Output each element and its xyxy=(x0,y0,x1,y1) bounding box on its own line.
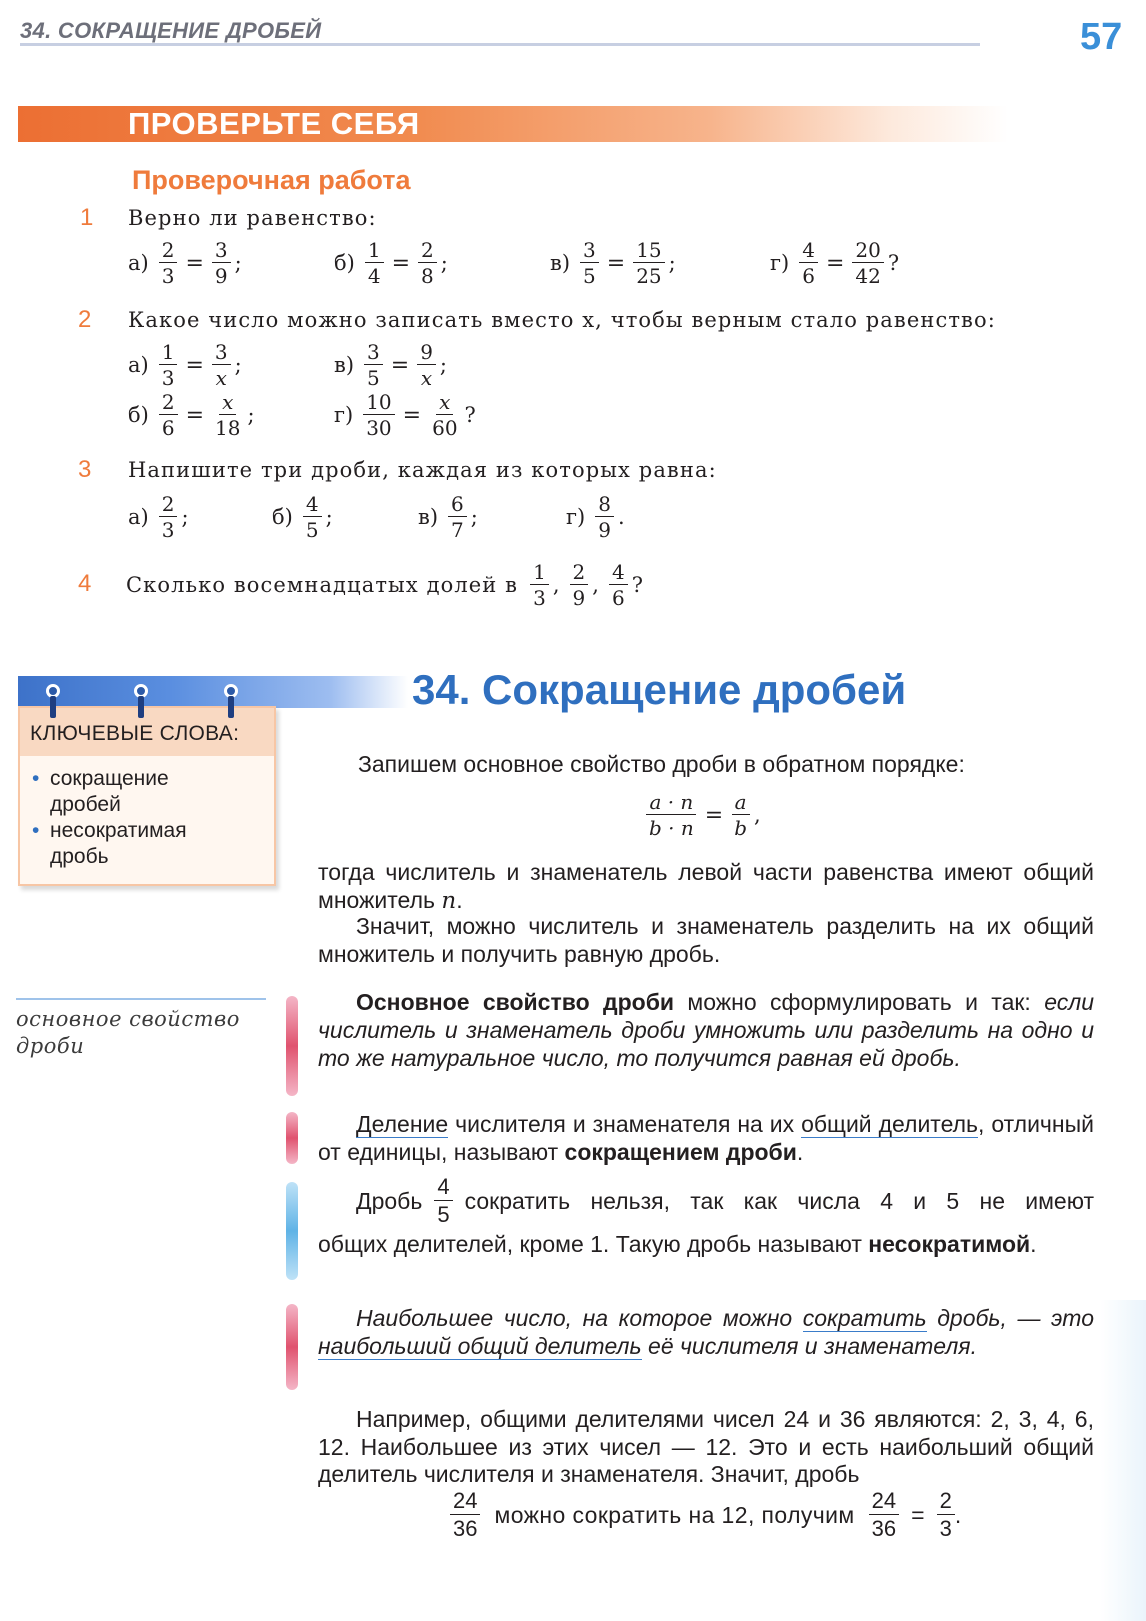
variable-n: n xyxy=(441,888,457,914)
q2-item-a xyxy=(128,342,242,388)
test-subtitle: Проверочная работа xyxy=(132,165,411,195)
denominator: b xyxy=(734,816,748,840)
numerator: x xyxy=(436,392,453,415)
banner-title: ПРОВЕРЬТЕ СЕБЯ xyxy=(128,106,420,141)
fraction xyxy=(530,562,549,608)
check-yourself-banner xyxy=(18,106,1008,142)
irreducible-text: сократить нельзя, так как числа 4 и 5 не имеют xyxy=(464,1188,1094,1214)
fraction xyxy=(159,494,178,540)
item-label: г) xyxy=(334,403,354,427)
q1-item-b xyxy=(334,240,448,286)
denominator: 60 xyxy=(432,416,458,440)
denominator: x xyxy=(420,366,433,390)
punctuation: ; xyxy=(234,353,242,377)
term-reduction: сокращением дроби xyxy=(564,1139,797,1165)
denominator: 36 xyxy=(453,1516,478,1541)
gcd-text: Наибольшее число, на которое можно xyxy=(356,1305,803,1331)
question-number-3: 3 xyxy=(78,456,92,483)
example-marker xyxy=(286,1182,298,1280)
keywords-heading: КЛЮЧЕВЫЕ СЛОВА: xyxy=(20,708,274,756)
definition-text: числителя и знаменателя на их xyxy=(448,1111,802,1137)
q2-item-b xyxy=(128,392,255,438)
equals-sign: = xyxy=(911,1502,925,1528)
denominator: 8 xyxy=(421,264,434,288)
rule-italic: если числитель и знаменатель дроби умножить или разделить на одно и то же натуральное число, то получится равная ей дробь. xyxy=(318,989,1094,1071)
numerator: 2 xyxy=(937,1490,955,1515)
question-number-4: 4 xyxy=(78,570,92,597)
q1-item-a xyxy=(128,240,242,286)
numerator: 20 xyxy=(852,240,883,263)
numerator: 4 xyxy=(799,240,818,263)
item-label: а) xyxy=(128,353,149,377)
question-number-2: 2 xyxy=(78,306,92,333)
term-division: Деление xyxy=(356,1111,449,1137)
irreducible-text: Дробь xyxy=(356,1188,423,1214)
denominator: 9 xyxy=(214,264,228,288)
gcd-text: дробь, — это xyxy=(926,1305,1094,1331)
running-title: 34. СОКРАЩЕНИЕ ДРОБЕЙ xyxy=(20,18,322,43)
item-label: в) xyxy=(550,251,571,275)
fraction xyxy=(363,392,394,438)
equals-sign: = xyxy=(606,250,626,276)
keywords-list xyxy=(20,756,274,870)
question-number-1: 1 xyxy=(80,204,94,231)
q3-item-a xyxy=(128,494,189,540)
numerator: a · n xyxy=(646,792,696,815)
denominator: 6 xyxy=(161,416,175,440)
equals-sign: = xyxy=(704,802,724,828)
numerator: 3 xyxy=(212,240,231,263)
punctuation: ? xyxy=(887,251,900,275)
section-header-band xyxy=(18,676,408,708)
numerator: 6 xyxy=(448,494,467,517)
question-4 xyxy=(126,562,643,608)
paragraph-common-factor xyxy=(318,858,1094,915)
numerator: 24 xyxy=(450,1490,480,1515)
q3-item-d xyxy=(566,494,625,540)
fraction xyxy=(799,240,818,286)
keyword-item: • сокращение дробей xyxy=(32,766,202,818)
binder-ring-icon xyxy=(134,684,148,718)
equals-sign: = xyxy=(185,402,205,428)
denominator: 3 xyxy=(161,264,175,288)
binder-ring-icon xyxy=(224,684,238,718)
numerator: x xyxy=(219,392,236,415)
item-label: в) xyxy=(334,353,355,377)
gcd-text: её числителя и знаменателя. xyxy=(641,1333,977,1359)
fraction xyxy=(731,792,750,838)
denominator: 30 xyxy=(366,416,392,440)
item-label: г) xyxy=(566,505,586,529)
denominator: 3 xyxy=(939,1516,952,1541)
punctuation: . xyxy=(796,1139,804,1165)
denominator: 9 xyxy=(572,586,586,610)
denominator: 18 xyxy=(215,416,241,440)
punctuation: ; xyxy=(181,505,189,529)
fraction xyxy=(212,240,231,286)
denominator: x xyxy=(215,366,227,390)
punctuation: . xyxy=(456,887,463,913)
punctuation: . xyxy=(1030,1231,1037,1257)
denominator: 3 xyxy=(161,518,175,542)
fraction xyxy=(159,342,178,388)
numerator: 2 xyxy=(418,240,437,263)
denominator: 3 xyxy=(533,586,546,610)
page-edge-shade xyxy=(1100,1300,1146,1621)
q2-item-c xyxy=(334,342,447,388)
denominator: 5 xyxy=(583,264,596,288)
irreducible-text: общих делителей, кроме 1. Такую дробь называют xyxy=(318,1231,869,1257)
fraction xyxy=(159,240,178,286)
irreducible-line-2 xyxy=(318,1230,1094,1258)
numerator: 24 xyxy=(869,1490,899,1515)
fraction xyxy=(450,1490,480,1540)
item-label: а) xyxy=(128,251,149,275)
numerator: 9 xyxy=(417,342,436,365)
numerator: 1 xyxy=(365,240,384,263)
fraction xyxy=(303,494,322,540)
numerator: a xyxy=(732,792,750,815)
punctuation: ; xyxy=(668,251,676,275)
equals-sign: = xyxy=(185,352,204,378)
numerator: 4 xyxy=(434,1176,452,1201)
numerator: 10 xyxy=(363,392,394,415)
numerator: 3 xyxy=(212,342,231,365)
numerator: 1 xyxy=(530,562,549,585)
punctuation: . xyxy=(954,1502,962,1528)
denominator: 5 xyxy=(367,366,380,390)
equals-sign: = xyxy=(185,250,204,276)
gcd-block xyxy=(318,1304,1094,1360)
q1-item-c xyxy=(550,240,676,286)
q1-item-d xyxy=(770,240,899,286)
numerator: 4 xyxy=(609,562,628,585)
q3-item-c xyxy=(418,494,478,540)
fraction xyxy=(448,494,467,540)
q2-item-d xyxy=(334,392,476,438)
denominator: 5 xyxy=(437,1202,450,1227)
gcd-marker xyxy=(286,1304,298,1390)
q3-item-b xyxy=(272,494,333,540)
fraction xyxy=(364,342,383,388)
numerator: 3 xyxy=(580,240,599,263)
rule-marker xyxy=(286,996,298,1096)
irreducible-line-1 xyxy=(356,1176,1094,1226)
item-label: б) xyxy=(272,505,293,529)
punctuation: ; xyxy=(247,403,255,427)
rule-block xyxy=(318,988,1094,1072)
punctuation: ; xyxy=(234,251,242,275)
denominator: 4 xyxy=(367,264,381,288)
denominator: 42 xyxy=(855,264,881,288)
item-label: б) xyxy=(128,403,149,427)
numerator: 2 xyxy=(159,494,178,517)
keywords-box xyxy=(18,706,276,886)
numerator: 2 xyxy=(159,392,178,415)
fraction xyxy=(646,792,697,838)
term-gcd: наибольший общий делитель xyxy=(318,1333,642,1359)
punctuation: ; xyxy=(470,505,478,529)
example-text: можно сократить на 12, получим xyxy=(494,1502,855,1528)
fraction xyxy=(633,240,664,286)
equals-sign: = xyxy=(825,250,845,276)
numerator: 3 xyxy=(364,342,383,365)
punctuation: , xyxy=(592,573,599,597)
term-irreducible: несократимой xyxy=(868,1231,1031,1257)
numerator: 8 xyxy=(595,494,614,517)
margin-note: основное свойство дроби xyxy=(16,998,266,1060)
fraction xyxy=(595,494,614,540)
denominator: 5 xyxy=(305,518,319,542)
rule-bold: Основное свойство дроби xyxy=(356,989,675,1015)
example-result-line xyxy=(316,1490,961,1540)
definition-text: , отличный от единицы, называют xyxy=(318,1111,1094,1165)
numerator: 4 xyxy=(303,494,322,517)
rule-text: можно сформулировать и так: xyxy=(674,989,1031,1015)
section-title: 34. Сокращение дробей xyxy=(412,666,907,713)
item-label: в) xyxy=(418,505,439,529)
definition-block xyxy=(318,1110,1094,1166)
keyword-item: • несократимая дробь xyxy=(32,818,212,870)
numerator: 1 xyxy=(159,342,178,365)
denominator: 9 xyxy=(598,518,611,542)
punctuation: . xyxy=(617,505,625,529)
punctuation: , xyxy=(754,803,761,827)
denominator: 6 xyxy=(802,264,815,288)
fraction xyxy=(609,562,628,608)
denominator: 3 xyxy=(161,366,175,390)
punctuation: ; xyxy=(440,251,448,275)
punctuation: ? xyxy=(464,403,476,427)
page-number: 57 xyxy=(1080,16,1123,58)
paragraph-text: тогда числитель и знаменатель левой части равенства имеют общий множитель xyxy=(318,859,1094,913)
numerator: 15 xyxy=(633,240,664,263)
denominator: 7 xyxy=(451,518,464,542)
term-common-divisor: общий делитель xyxy=(801,1111,979,1137)
fraction xyxy=(570,562,589,608)
denominator: 6 xyxy=(611,586,625,610)
equals-sign: = xyxy=(391,250,411,276)
fraction xyxy=(365,240,384,286)
fraction xyxy=(429,392,460,438)
binder-ring-icon xyxy=(46,684,60,718)
example-paragraph: Например, общими делителями чисел 24 и 36 являются: 2, 3, 4, 6, 12. Наибольшее из этих чисел — 12. Это и есть наибольший общий делитель числителя и знаменателя. Значит, дробь xyxy=(318,1406,1094,1487)
numerator: 2 xyxy=(159,240,178,263)
paragraph-divide: Значит, можно числитель и знаменатель разделить на их общий множитель и получить равную дробь. xyxy=(318,913,1094,967)
fraction xyxy=(869,1490,899,1540)
equals-sign: = xyxy=(390,352,410,378)
fraction xyxy=(852,240,883,286)
fraction xyxy=(434,1176,452,1226)
fraction xyxy=(417,342,436,388)
intro-text: Запишем основное свойство дроби в обратном порядке: xyxy=(358,751,965,777)
question-2-text: Какое число можно записать вместо x, чтобы верным стало равенство: xyxy=(128,308,996,332)
question-4-text: Сколько восемнадцатых долей в xyxy=(126,573,519,597)
fraction xyxy=(580,240,599,286)
numerator: 2 xyxy=(570,562,589,585)
punctuation: ? xyxy=(631,573,643,597)
running-header xyxy=(20,18,980,46)
item-label: а) xyxy=(128,505,149,529)
punctuation: , xyxy=(552,573,560,597)
question-1-text: Верно ли равенство: xyxy=(128,206,377,230)
item-label: г) xyxy=(770,251,790,275)
punctuation: ; xyxy=(325,505,333,529)
punctuation: ; xyxy=(439,353,447,377)
fraction xyxy=(212,342,231,388)
fraction xyxy=(937,1490,955,1540)
item-label: б) xyxy=(334,251,355,275)
denominator: 36 xyxy=(871,1516,897,1541)
term-reduce: сократить xyxy=(802,1305,927,1331)
denominator: b · n xyxy=(649,816,694,840)
fraction xyxy=(212,392,243,438)
denominator: 25 xyxy=(636,264,662,288)
formula xyxy=(646,792,761,838)
fraction xyxy=(159,392,178,438)
equals-sign: = xyxy=(402,402,422,428)
question-3-text: Напишите три дроби, каждая из которых равна: xyxy=(128,458,717,482)
fraction xyxy=(418,240,437,286)
definition-marker xyxy=(286,1112,298,1164)
